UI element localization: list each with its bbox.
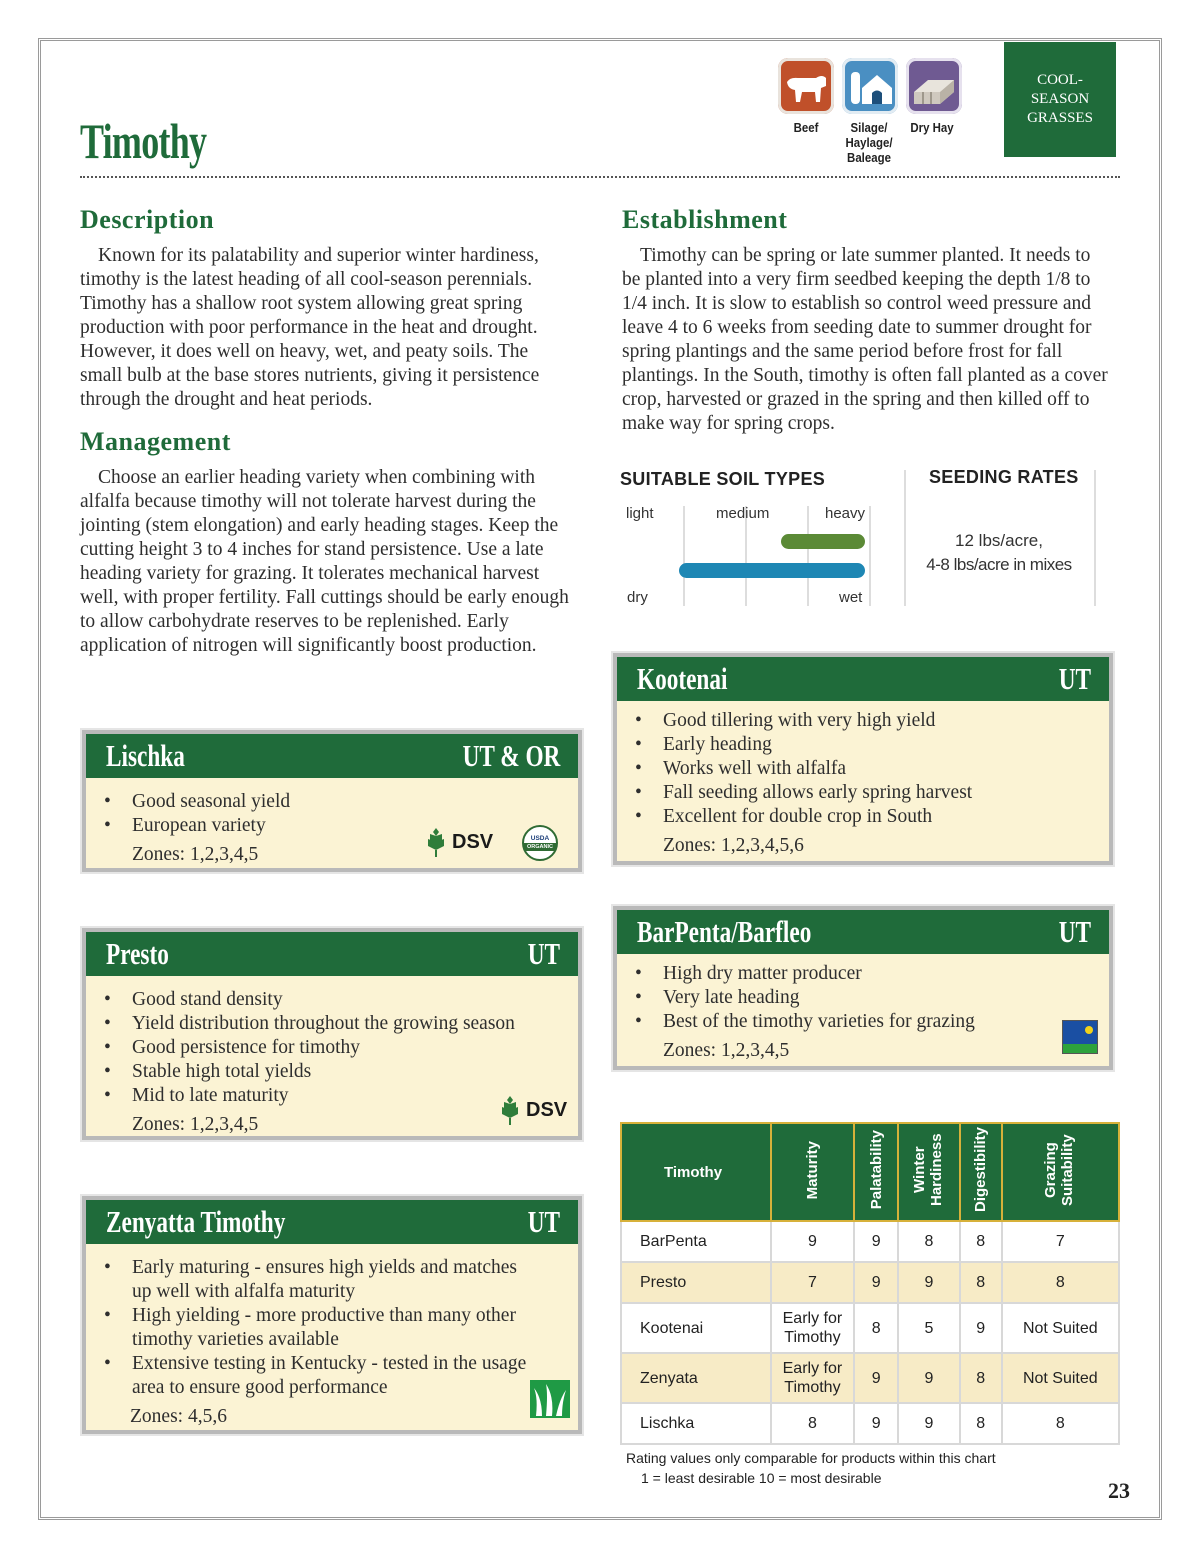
table-row <box>621 1353 1119 1403</box>
variety-card-zenyatta <box>82 1196 582 1434</box>
table-header-winter-hardiness <box>898 1123 960 1221</box>
feature-item: • Best of the timothy varieties for grazing <box>617 1010 1109 1034</box>
soil-label-wet: wet <box>839 589 863 606</box>
feature-item: • Stable high total yields <box>86 1060 578 1084</box>
variety-card-lischka <box>82 730 582 872</box>
feature-item: • Excellent for double crop in South <box>617 805 1109 829</box>
table-header-grazing-suitability <box>1002 1123 1119 1221</box>
header-label: Palatability <box>867 1130 885 1210</box>
variety-card-barpenta <box>613 906 1113 1070</box>
table-cell: 5 <box>898 1303 960 1353</box>
variety-region: UT <box>1058 661 1091 696</box>
description-text: Known for its palatability and superior winter hardiness, timothy is the latest heading of all cool-season perennials. Timothy has a shallow root system allowing great spring production with poor performance in the heat and drought. However, it does well on heavy, wet, and peaty soils. The small bulb at the base stores nutrients, giving it persistence through the drought and heat periods. <box>80 245 540 410</box>
variety-card-kootenai <box>613 653 1113 865</box>
dsv-logo-text: DSV <box>526 1098 568 1121</box>
cow-icon <box>778 58 834 114</box>
feature-list <box>617 709 1109 829</box>
ratings-table <box>620 1122 1120 1445</box>
table-cell: 9 <box>898 1353 960 1403</box>
barn-silo-icon <box>842 58 898 114</box>
seeding-rate-mixes: 4-8 lbs/acre in mixes <box>926 555 1072 574</box>
dsv-logo-text: DSV <box>452 830 494 853</box>
soil-label-heavy: heavy <box>825 505 866 522</box>
variety-region: UT <box>527 936 560 971</box>
seeding-rate-primary: 12 lbs/acre, <box>955 531 1043 550</box>
table-row <box>621 1403 1119 1444</box>
soil-chart-heading: SUITABLE SOIL TYPES <box>620 469 826 489</box>
table-cell: Not Suited <box>1002 1303 1119 1353</box>
table-cell: 8 <box>960 1403 1002 1444</box>
table-row <box>621 1303 1119 1353</box>
table-cell: Not Suited <box>1002 1353 1119 1403</box>
description-heading: Description <box>80 205 215 234</box>
feature-list <box>86 1256 578 1400</box>
use-label-silage <box>840 120 898 165</box>
table-cell: 8 <box>960 1353 1002 1403</box>
organic-text: ORGANIC <box>524 843 556 851</box>
feature-item: • High dry matter producer <box>617 962 1109 986</box>
zones-text: Zones: 1,2,3,4,5 <box>663 1040 790 1061</box>
feature-list <box>617 962 1109 1034</box>
seeding-rates-heading: SEEDING RATES <box>929 467 1079 487</box>
table-cell: 9 <box>898 1403 960 1444</box>
table-cell: 8 <box>1002 1403 1119 1444</box>
header-label: Timothy <box>664 1163 723 1181</box>
establishment-text: Timothy can be spring or late summer planted. It needs to be planted into a very firm seedbed keeping the depth 1/8 to 1/4 inch. It is slow to establish so control weed pressure and leave 4 to 6 weeks from seeding date to summer drought for spring plantings and the same period before frost for fall plantings. In the South, timothy is often fall planted as a cover crop, harvested or grazed in the spring and then killed off to make way for spring crops. <box>622 245 1108 434</box>
variety-region: UT & OR <box>462 738 560 773</box>
variety-name: Zenyatta Timothy <box>106 1204 286 1239</box>
use-label-beef: Beef <box>793 120 819 135</box>
zones-text: Zones: 1,2,3,4,5 <box>132 844 259 865</box>
header-label: Digestibility <box>972 1127 990 1213</box>
zones-text: Zones: 1,2,3,4,5 <box>132 1114 259 1135</box>
category-badge <box>1004 42 1116 157</box>
card-header <box>86 734 578 778</box>
table-header-maturity <box>771 1123 855 1221</box>
dsv-logo <box>496 1094 567 1126</box>
usda-organic-seal <box>522 825 558 861</box>
table-cell: 9 <box>898 1262 960 1303</box>
feature-item: • Extensive testing in Kentucky - tested in the usage area to ensure good performance <box>86 1352 538 1400</box>
table-header-row <box>621 1123 1119 1221</box>
feature-list <box>86 790 578 838</box>
dsv-leaf-icon <box>496 1094 524 1126</box>
table-cell: 9 <box>960 1303 1002 1353</box>
management-heading: Management <box>80 427 231 456</box>
zones-text: Zones: 1,2,3,4,5,6 <box>663 835 804 856</box>
header-label: Maturity <box>803 1140 821 1200</box>
table-row <box>621 1221 1119 1262</box>
barenbrug-logo-icon <box>1062 1020 1098 1054</box>
category-badge-line: GRASSES <box>1027 110 1093 126</box>
soil-texture-bar <box>781 534 865 549</box>
dsv-logo <box>422 826 493 858</box>
table-cell: 9 <box>854 1353 898 1403</box>
page-number: 23 <box>1108 1478 1130 1503</box>
soil-label-medium: medium <box>716 505 770 522</box>
variety-card-presto <box>82 928 582 1140</box>
soil-label-light: light <box>626 505 654 522</box>
card-header <box>86 932 578 976</box>
soil-moisture-bar <box>679 563 865 578</box>
dsv-leaf-icon <box>422 826 450 858</box>
table-cell: 8 <box>898 1221 960 1262</box>
table-cell: 8 <box>771 1403 855 1444</box>
feature-item: • Good stand density <box>86 988 578 1012</box>
page-title: Timothy <box>80 113 207 169</box>
use-label-dry-hay: Dry Hay <box>910 120 954 135</box>
grass-logo-icon <box>530 1380 570 1418</box>
table-cell: 8 <box>1002 1262 1119 1303</box>
card-header <box>86 1200 578 1244</box>
table-cell: 7 <box>771 1262 855 1303</box>
usda-text: USDA <box>530 835 550 842</box>
feature-item: • Good seasonal yield <box>86 790 578 814</box>
use-label-line: Baleage <box>847 150 891 165</box>
table-cell: 9 <box>771 1221 855 1262</box>
feature-item: • Good tillering with very high yield <box>617 709 1109 733</box>
soil-grid-line <box>807 506 809 606</box>
hay-bale-icon <box>906 58 962 114</box>
table-cell: Zenyata <box>621 1353 771 1403</box>
establishment-heading: Establishment <box>622 205 788 234</box>
table-header-palatability <box>854 1123 898 1221</box>
table-header-timothy <box>621 1123 771 1221</box>
header-label: Grazing Suitability <box>1042 1134 1077 1206</box>
feature-item: • Early maturing - ensures high yields and matches up well with alfalfa maturity <box>86 1256 538 1304</box>
table-cell: 9 <box>854 1262 898 1303</box>
table-cell: 8 <box>854 1303 898 1353</box>
variety-region: UT <box>527 1204 560 1239</box>
use-label-line: Silage/ <box>850 120 888 135</box>
chart-divider <box>1094 470 1096 606</box>
title-divider <box>80 176 1120 178</box>
feature-item: • High yielding - more productive than many other timothy varieties available <box>86 1304 538 1352</box>
table-cell: 8 <box>960 1221 1002 1262</box>
use-label-line: Haylage/ <box>845 135 893 150</box>
soil-label-dry: dry <box>627 589 648 606</box>
zones-text: Zones: 4,5,6 <box>130 1406 227 1427</box>
card-header <box>617 910 1109 954</box>
table-cell: Early for Timothy <box>771 1353 855 1403</box>
table-cell: Kootenai <box>621 1303 771 1353</box>
variety-name: BarPenta/Barfleo <box>637 914 812 949</box>
feature-list <box>86 988 578 1108</box>
variety-name: Lischka <box>106 738 185 773</box>
feature-item: • European variety <box>86 814 578 838</box>
management-text: Choose an earlier heading variety when combining with alfalfa because timothy will not tolerate harvest during the jointing (stem elongation) and early heading stages. Keep the cutting height 3 to 4 inches for stand persistence. Use a late heading variety for grazing. It tolerates mechanical harvest well, with proper fertility. Fall cuttings should be early enough to allow carbohydrate reserves to be replenished. Early application of nitrogen will significantly boost production. <box>80 467 569 656</box>
feature-item: • Yield distribution throughout the growing season <box>86 1012 578 1036</box>
table-header-digestibility <box>960 1123 1002 1221</box>
category-badge-line: COOL- <box>1037 72 1083 88</box>
feature-item: • Fall seeding allows early spring harvest <box>617 781 1109 805</box>
variety-name: Presto <box>106 936 169 971</box>
feature-item: • Good persistence for timothy <box>86 1036 578 1060</box>
feature-item: • Mid to late maturity <box>86 1084 578 1108</box>
table-cell: 8 <box>960 1262 1002 1303</box>
ratings-note: Rating values only comparable for products within this chart <box>626 1450 996 1466</box>
soil-grid-line <box>683 506 685 606</box>
table-cell: Lischka <box>621 1403 771 1444</box>
table-cell: 7 <box>1002 1221 1119 1262</box>
feature-item: • Early heading <box>617 733 1109 757</box>
card-header <box>617 657 1109 701</box>
feature-item: • Very late heading <box>617 986 1109 1010</box>
variety-name: Kootenai <box>637 661 728 696</box>
soil-grid-line <box>869 506 871 606</box>
variety-region: UT <box>1058 914 1091 949</box>
category-badge-line: SEASON <box>1030 91 1090 107</box>
feature-item: • Works well with alfalfa <box>617 757 1109 781</box>
table-cell: Early for Timothy <box>771 1303 855 1353</box>
ratings-scale-note: 1 = least desirable 10 = most desirable <box>641 1470 882 1486</box>
use-label-silage-text <box>840 120 898 165</box>
table-cell: 9 <box>854 1403 898 1444</box>
table-cell: BarPenta <box>621 1221 771 1262</box>
table-cell: 9 <box>854 1221 898 1262</box>
table-cell: Presto <box>621 1262 771 1303</box>
header-label: Winter Hardiness <box>910 1133 945 1207</box>
table-row <box>621 1262 1119 1303</box>
